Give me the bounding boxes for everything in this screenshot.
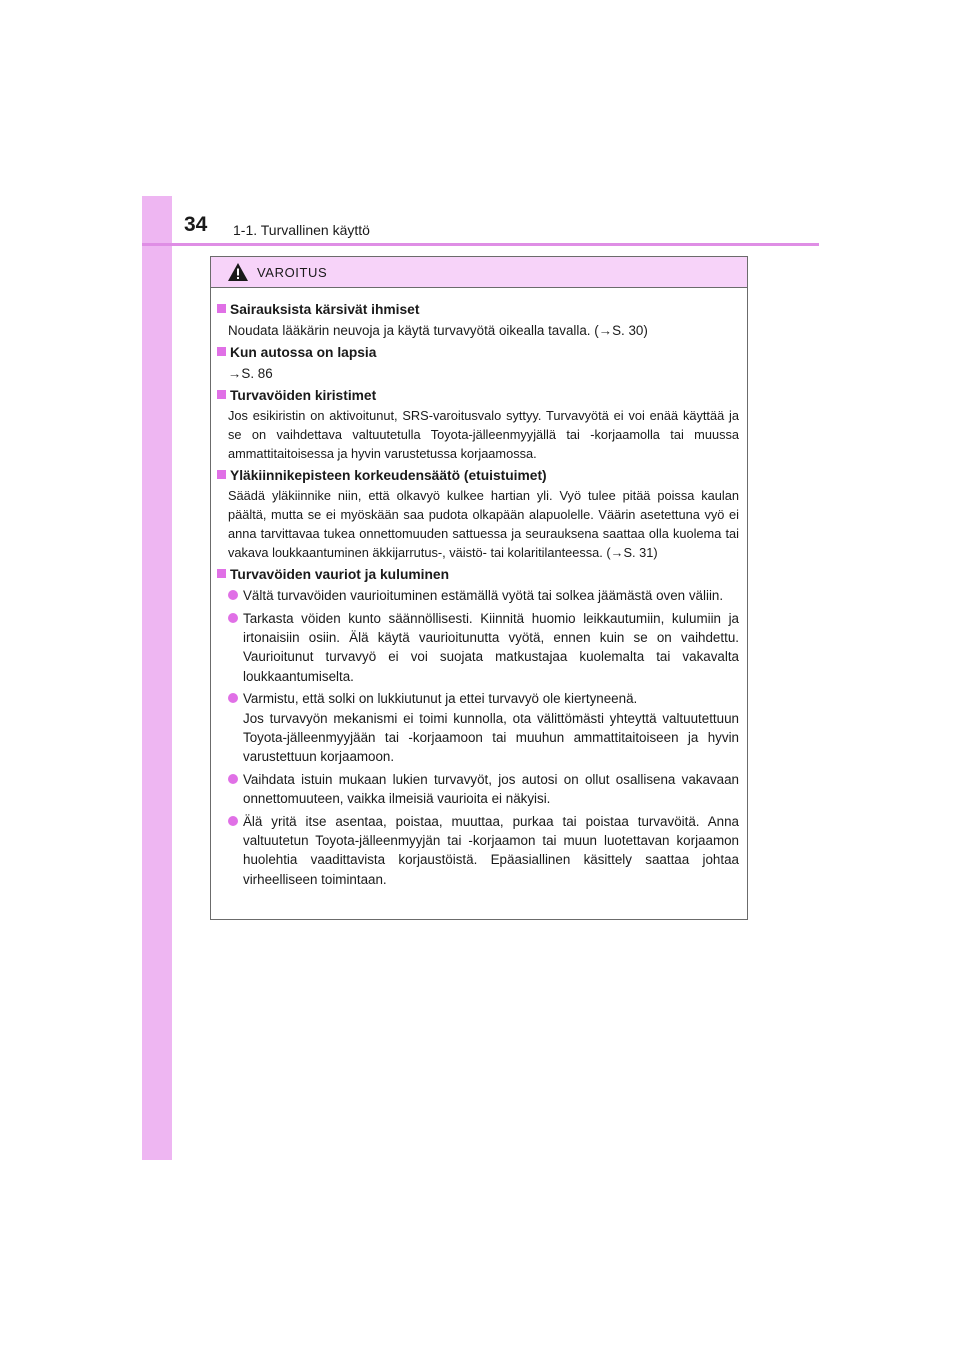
- section-heading: Sairauksista kärsivät ihmiset: [230, 302, 420, 317]
- square-bullet-icon: [217, 347, 226, 356]
- bullet-text: Älä yritä itse asentaa, poistaa, muuttaa, purkaa tai poistaa turvavöitä. Anna valtuutetun Toyota-jälleenmyyjän tai -korjaamon tai muun luotettavan korjaamon huolehtia vaadittavista korjaustöistä. Epäasiallinen käsittely saattaa johtaa virheelliseen toimintaan.: [243, 813, 739, 887]
- section-ylakiinnike: [217, 466, 739, 563]
- round-bullet-icon: [228, 693, 238, 703]
- list-item: [228, 812, 739, 890]
- square-bullet-icon: [217, 470, 226, 479]
- bullet-text: Vältä turvavöiden vaurioituminen estämällä vyötä tai solkea jäämästä oven väliin.: [243, 588, 724, 604]
- page-number: 34: [184, 213, 208, 236]
- section-heading: Turvavöiden vauriot ja kuluminen: [230, 566, 450, 582]
- square-bullet-icon: [217, 304, 226, 313]
- list-item: [228, 609, 739, 687]
- warning-body: [211, 288, 747, 889]
- header-rule: [142, 243, 819, 246]
- square-bullet-icon: [217, 569, 226, 578]
- list-item: [228, 586, 739, 605]
- side-color-band: [142, 196, 172, 1160]
- section-title: 1-1. Turvallinen käyttö: [233, 222, 370, 238]
- section-text: Noudata lääkärin neuvoja ja käytä turvavyötä oikealla tavalla. (→S. 30): [228, 323, 648, 339]
- square-bullet-icon: [217, 390, 226, 399]
- bullet-text-continued: Jos turvavyön mekanismi ei toimi kunnolla, ota välittömästi yhteyttä valtuutettuun Toyota-jälleenmyyjään tai -korjaamoon tai muuhun ammattitaitoiseen ja hyvin varustettuun korjaamoon.: [243, 710, 739, 765]
- section-lapset: [217, 343, 739, 384]
- bullet-text: Varmistu, että solki on lukkiutunut ja ettei turvavyö ole kiertyneenä.: [243, 691, 638, 707]
- section-text: Jos esikiristin on aktivoitunut, SRS-varoitusvalo syttyy. Turvavyötä ei voi enää käyttää ja se on vaihdettava valtuutetulla Toyota-jälleenmyyjällä tai -korjaamolla tai muussa ammattitaitoisessa ja hyvin varustetussa korjaamossa.: [228, 408, 739, 461]
- list-item: [228, 689, 739, 767]
- section-sairaudet: [217, 300, 739, 341]
- warning-header: [211, 257, 747, 288]
- warning-title: VAROITUS: [257, 264, 328, 280]
- warning-triangle-icon: [227, 262, 249, 282]
- section-heading: Turvavöiden kiristimet: [230, 387, 377, 403]
- section-heading: Kun autossa on lapsia: [230, 344, 377, 360]
- section-heading: Yläkiinnikepisteen korkeudensäätö (etuistuimet): [230, 467, 547, 483]
- bullet-text: Tarkasta vöiden kunto säännöllisesti. Kiinnitä huomio leikkautumiin, kulumiin ja irtonaisiin osiin. Älä käytä vaurioitunutta vyötä, ennen kuin se on vaihdettu. Vaurioitunut turvavyö ei voi suojata matkustajaa kuolemalta tai vakavalta loukkaantumiselta.: [243, 610, 739, 684]
- warning-box: [210, 256, 748, 920]
- list-item: [228, 770, 739, 809]
- round-bullet-icon: [228, 613, 238, 623]
- page-reference: →S. 86: [228, 366, 273, 382]
- round-bullet-icon: [228, 590, 238, 600]
- section-vauriot: [217, 565, 739, 890]
- round-bullet-icon: [228, 774, 238, 784]
- section-text: Säädä yläkiinnike niin, että olkavyö kulkee hartian yli. Vyö tulee pitää poissa kaulan päältä, mutta se ei myöskään saa pudota olkapään alapuolelle. Väärin asetettuna vyö ei anna tarvittavaa tukea onnettomuuden sattuessa ja seurauksena saattaa olla kuolema tai vakava loukkaantuminen äkkijarrutus-, väistö- tai kolaritilanteessa. (→S. 31): [228, 488, 739, 560]
- section-kiristimet: [217, 386, 739, 464]
- bullet-text: Vaihdata istuin mukaan lukien turvavyöt, jos autosi on ollut osallisena vakavaan onnettomuuteen, vaikka ilmeisiä vaurioita ei näkyisi.: [243, 771, 739, 807]
- round-bullet-icon: [228, 816, 238, 826]
